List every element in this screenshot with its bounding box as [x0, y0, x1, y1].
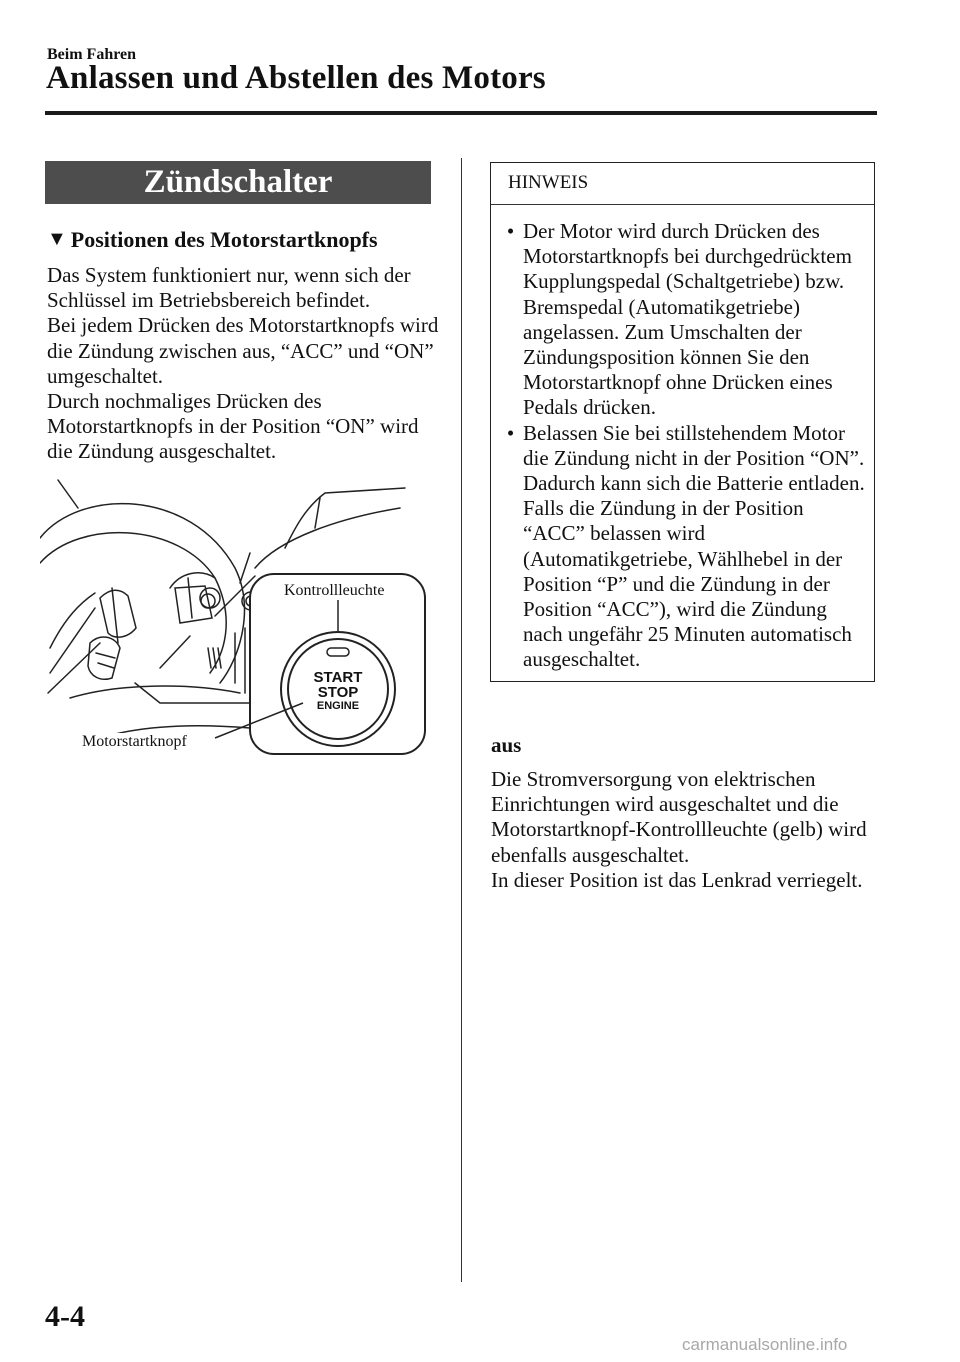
paragraph: Durch nochmaliges Drücken des Motorstartknopfs in der Position “ON” wird die Zündung ausgeschaltet. — [47, 389, 419, 464]
subheading — [47, 227, 378, 253]
column-divider — [461, 158, 462, 1282]
note-item-text: Belassen Sie bei stillstehendem Motor die Zündung nicht in der Position “ON”. Dadurch kann sich die Batterie entladen. Falls die Zündung in der Position “ACC” belassen wird (Automatikgetriebe, Wählhebel in der Position “P” und die Zündung in der Position “ACC”), wird die Zündung nach ungefähr 25 Minuten automatisch ausgeschaltet. — [523, 420, 865, 672]
aus-text — [491, 767, 876, 893]
page-number: 4-4 — [45, 1300, 85, 1333]
note-item — [498, 219, 870, 421]
watermark: carmanualsonline.info — [682, 1335, 848, 1354]
button-text-stop: STOP — [317, 684, 359, 701]
section-title: Zündschalter — [45, 161, 431, 204]
note-separator — [491, 204, 874, 205]
page-title: Anlassen und Abstellen des Motors — [46, 60, 546, 96]
ignition-figure — [40, 468, 440, 758]
bullet-icon: • — [506, 420, 515, 445]
triangle-down-icon: ▼ — [47, 227, 67, 250]
indicator-label: Kontrollleuchte — [284, 582, 385, 599]
button-text-start: START — [313, 669, 363, 686]
dashboard-illustration — [40, 468, 440, 758]
start-button-label: Motorstartknopf — [82, 733, 187, 750]
chapter-label: Beim Fahren — [47, 46, 137, 63]
note-title: HINWEIS — [508, 172, 589, 193]
bullet-icon: • — [506, 219, 515, 243]
paragraph: Das System funktioniert nur, wenn sich der Schlüssel im Betriebsbereich befindet. — [47, 263, 411, 313]
intro-text — [47, 263, 447, 465]
note-list — [498, 219, 870, 673]
aus-heading: aus — [491, 733, 522, 757]
note-item-text: Der Motor wird durch Drücken des Motorstartknopfs bei durchgedrücktem Kupplungspedal (Schaltgetriebe) bzw. Bremspedal (Automatikgetriebe) angelassen. Zum Umschalten der Zündungsposition können Sie den Motorstartknopf ohne Drücken eines Pedals drücken. — [523, 219, 852, 420]
paragraph: Die Stromversorgung von elektrischen Einrichtungen wird ausgeschaltet und die Motorstartknopf-Kontrollleuchte (gelb) wird ebenfalls ausgeschaltet. — [491, 767, 867, 867]
paragraph: In dieser Position ist das Lenkrad verriegelt. — [491, 867, 863, 892]
button-text-engine: ENGINE — [316, 700, 360, 712]
paragraph: Bei jedem Drücken des Motorstartknopfs wird die Zündung zwischen aus, “ACC” und “ON” umgeschaltet. — [47, 313, 439, 388]
header-rule — [45, 111, 877, 115]
subheading-text: Positionen des Motorstartknopfs — [70, 227, 378, 252]
note-item — [498, 421, 870, 673]
